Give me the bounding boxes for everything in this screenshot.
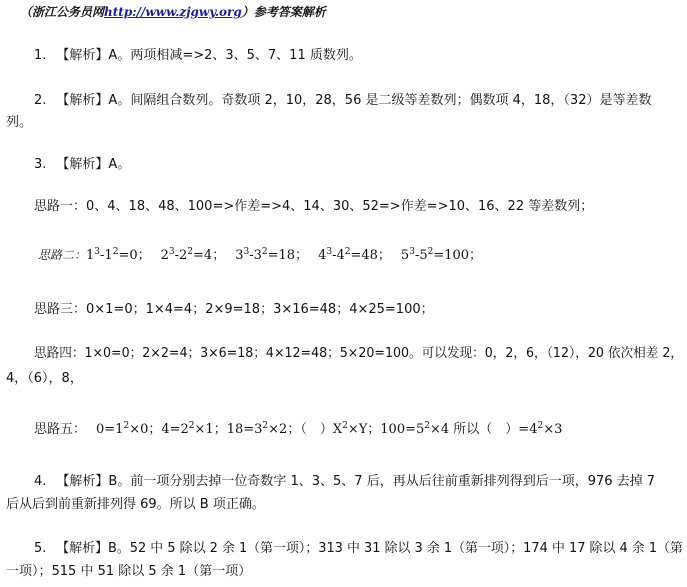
idea-three: 思路三：0×1=0；1×4=4；2×9=18；3×16=48；4×25=100；: [34, 302, 434, 317]
idea-two-label: 思路二：: [38, 248, 87, 262]
item-text: B。前一项分别去掉一位奇数字 1、3、5、7 后，再从后往前重新排列得到后一项，976 去掉 7: [108, 474, 656, 489]
idea-five-label: 思路五：: [34, 422, 87, 437]
idea-two-term: $4^3-4^2=48$；: [318, 247, 391, 263]
answer-item-2: [34, 93, 651, 109]
item-number: 5.: [34, 541, 47, 556]
item-text: A。间隔组合数列。奇数项 2，10，28，56 是二级等差数列；偶数项 4，18，（32）是等差数: [108, 93, 652, 108]
item-number: 3.: [34, 157, 47, 172]
answer-item-5-cont: 一项）；515 中 51 除以 5 余 1（第一项）: [6, 564, 252, 579]
header-link[interactable]: http://www.zjgwy.org: [104, 5, 242, 19]
idea-two-term: $5^3-5^2=100$；: [400, 247, 483, 263]
idea-two-term: $3^3-3^2=18$；: [235, 247, 309, 263]
idea-two: [38, 247, 482, 264]
item-text: B。52 中 5 除以 2 余 1（第一项）；313 中 31 除以 3 余 1（第一项）；174 中 17 除以 4 余 1（第: [107, 541, 683, 556]
item-tag: 【解析】: [56, 157, 109, 172]
answer-item-4: [34, 474, 655, 490]
item-tag: 【解析】: [56, 541, 108, 556]
idea-five: [34, 422, 562, 438]
item-tag: 【解析】: [56, 93, 109, 108]
idea-four: 思路四：1×0=0；2×2=4；3×6=18；4×12=48；5×20=100。可以发现：0，2，6，（12），20 依次相差 2，: [34, 346, 684, 361]
item-tag: 【解析】: [56, 48, 109, 63]
answer-item-1: [34, 48, 362, 64]
idea-two-term: $2^3-2^2=4$；: [160, 247, 226, 263]
header-suffix: ）参考答案解析: [241, 5, 326, 19]
page-header: [20, 4, 326, 20]
idea-one: 思路一：0、4、18、48、100=>作差=>4、14、30、52=>作差=>10、16、22 等差数列；: [34, 199, 594, 214]
answer-item-4-cont: 后从后到前重新排列得 69。所以 B 项正确。: [6, 497, 265, 512]
idea-four-cont: 4，（6），8，: [6, 371, 83, 386]
item-number: 2.: [34, 93, 47, 108]
item-number: 1.: [34, 48, 47, 63]
idea-five-formula: $0=1^2\times 0$；$4=2^2\times 1$；$18=3^2\times 2$；（ ）$X^2\times Y$；$100=5^2\times 4$ 所以（ ）$=4^2\times 3$: [96, 421, 563, 437]
answer-item-5: [34, 541, 683, 557]
header-prefix: （浙江公务员网: [20, 5, 105, 19]
item-text: A。两项相减=>2、3、5、7、11 质数列。: [108, 48, 362, 63]
item-tag: 【解析】: [56, 474, 109, 489]
item-text: A。: [108, 157, 131, 172]
answer-item-3: [34, 157, 130, 173]
item-number: 4.: [34, 474, 47, 489]
answer-item-2-cont: 列。: [6, 115, 33, 130]
idea-two-term: $1^3-1^2=0$；: [86, 247, 151, 263]
